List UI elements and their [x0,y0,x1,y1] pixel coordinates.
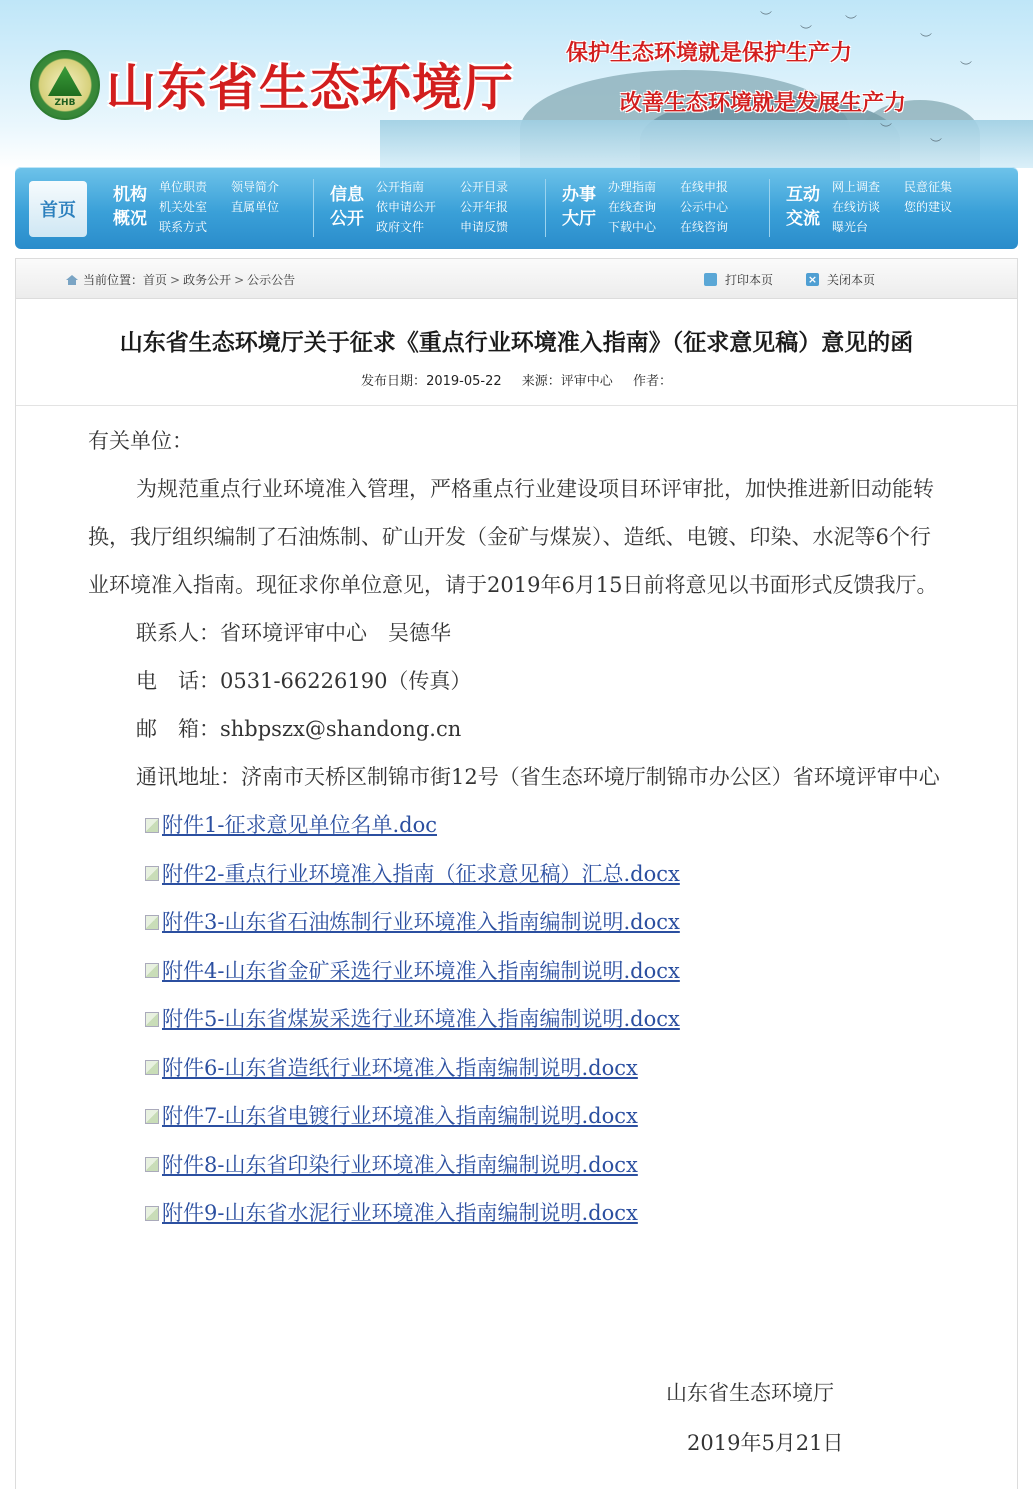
nav-link-online-apply[interactable]: 在线申报 [680,180,729,194]
attachment-label: 附件5-山东省煤炭采选行业环境准入指南编制说明.docx [162,1007,680,1031]
attachment-label: 附件9-山东省水泥行业环境准入指南编制说明.docx [162,1201,638,1225]
attachment-icon [145,1012,159,1027]
attachment-icon [145,818,159,833]
breadcrumb-separator: > [234,272,245,287]
nav-link-leaders[interactable]: 领导简介 [231,180,280,194]
attachment-icon [145,1060,159,1075]
nav-group-heading[interactable] [107,183,153,231]
nav-link-affiliates[interactable]: 直属单位 [231,200,280,214]
breadcrumb-label: 当前位置： [83,273,144,287]
nav-link-departments[interactable]: 机关处室 [159,200,208,214]
nav-link-catalog[interactable]: 公开目录 [460,180,509,194]
seagull-icon: ︶ [930,137,943,151]
breadcrumb-bar [16,259,1017,299]
nav-link-opinion[interactable]: 民意征集 [904,180,953,194]
home-icon [66,275,77,285]
source-label: 来源： [521,374,561,389]
attachment-item [88,995,948,1044]
site-title: 山东省生态环境厅 [106,58,514,117]
attachment-label: 附件2-重点行业环境准入指南（征求意见稿）汇总.docx [162,861,680,886]
nav-link-service-guide[interactable]: 办理指南 [608,180,657,194]
seagull-icon: ︶ [845,14,858,28]
nav-group-heading[interactable] [780,183,826,231]
attachment-link-3[interactable] [145,898,680,946]
attachment-label: 附件3-山东省石油炼制行业环境准入指南编制说明.docx [162,910,680,934]
attachment-icon [145,915,159,930]
salutation: 有关单位： [88,429,193,453]
breadcrumb-notices[interactable]: 公示公告 [247,273,296,287]
nav-link-documents[interactable]: 政府文件 [376,220,425,234]
seagull-icon: ︶ [800,24,813,38]
signature-date-text: 2019年5月21日 [687,1431,844,1455]
attachment-icon [145,1206,159,1221]
nav-group-heading[interactable] [556,183,602,231]
signature-org-text: 山东省生态环境厅 [666,1381,834,1405]
article-panel [15,258,1018,1489]
contact-email: 邮 箱：shbpszx@shandong.cn [136,717,462,741]
breadcrumb-home[interactable]: 首页 [143,273,168,287]
nav-heading-line: 信息 [330,185,364,205]
publish-date [361,374,502,389]
close-label: 关闭本页 [827,273,876,287]
nav-link-public-notice[interactable]: 公示中心 [680,200,729,214]
nav-link-exposure[interactable]: 曝光台 [832,220,869,234]
nav-link-request[interactable]: 依申请公开 [376,200,437,214]
attachment-item [88,947,948,996]
attachment-label: 附件6-山东省造纸行业环境准入指南编制说明.docx [162,1055,638,1080]
nav-link-guide[interactable]: 公开指南 [376,180,425,194]
article-body [88,417,948,1238]
nav-link-online-query[interactable]: 在线查询 [608,200,657,214]
nav-heading-line: 大厅 [562,209,596,229]
nav-home-button[interactable]: 首页 [29,181,87,237]
attachment-link-4[interactable] [145,947,680,995]
print-button[interactable] [704,271,773,288]
nav-divider [545,179,546,237]
body-paragraph: 为规范重点行业环境准入管理，严格重点行业建设项目环评审批，加快推进新旧动能转换，我厅组织编制了石油炼制、矿山开发（金矿与煤炭）、造纸、电镀、印染、水泥等6个行业环境准入指南。现征求你单位意见，请于2019年6月15日前将意见以书面形式反馈我厅。 [88,477,938,597]
nav-heading-line: 机构 [113,185,147,205]
publish-date-value: 2019-05-22 [426,374,502,389]
breadcrumb-gov-affairs[interactable]: 政务公开 [183,273,232,287]
close-page-button[interactable] [806,271,875,288]
author: 作者： [632,374,672,389]
nav-link-duties[interactable]: 单位职责 [159,180,208,194]
nav-heading-line: 公开 [330,209,364,229]
site-banner [0,0,1033,168]
divider [16,405,1017,406]
source [522,374,613,389]
attachment-icon [145,1109,159,1124]
nav-link-suggestion[interactable]: 您的建议 [904,200,953,214]
nav-link-feedback[interactable]: 申请反馈 [460,220,509,234]
seagull-icon: ︶ [920,32,933,46]
nav-link-online-consult[interactable]: 在线咨询 [680,220,729,234]
attachment-item [88,801,948,850]
attachment-link-7[interactable] [145,1092,638,1140]
breadcrumb [66,271,295,288]
source-value: 评审中心 [560,374,613,389]
slogan-2: 改善生态环境就是发展生产力 [620,90,907,116]
printer-icon [704,273,717,286]
contact-phone: 电 话：0531-66226190（传真） [136,669,472,693]
nav-heading-line: 办事 [562,185,596,205]
attachment-link-1[interactable] [145,801,437,849]
nav-link-interview[interactable]: 在线访谈 [832,200,881,214]
nav-heading-line: 交流 [786,209,820,229]
attachment-item [88,1189,948,1238]
attachment-icon [145,866,159,881]
nav-link-contact[interactable]: 联系方式 [159,220,208,234]
article-title: 山东省生态环境厅关于征求《重点行业环境准入指南》（征求意见稿）意见的函 [119,330,914,356]
mountain-icon [48,66,82,96]
site-logo[interactable] [30,50,100,120]
attachment-link-9[interactable] [145,1189,638,1237]
attachment-link-2[interactable] [145,850,680,898]
attachment-item [88,1044,948,1093]
nav-group-heading[interactable] [324,183,370,231]
seagull-icon: ︶ [960,60,973,74]
nav-heading-line: 互动 [786,185,820,205]
attachment-icon [145,963,159,978]
attachment-link-6[interactable] [145,1044,638,1092]
contact-address: 通讯地址：济南市天桥区制锦市街12号（省生态环境厅制锦市办公区）省环境评审中心 [136,765,940,789]
main-nav [15,167,1018,249]
close-icon: × [807,273,818,286]
contact-person: 联系人：省环境评审中心 吴德华 [136,621,451,645]
nav-link-survey[interactable]: 网上调查 [832,180,881,194]
nav-divider [313,179,314,237]
attachment-link-5[interactable] [145,995,680,1043]
attachment-label: 附件1-征求意见单位名单.doc [162,813,437,837]
slogan-1: 保护生态环境就是保护生产力 [566,40,853,66]
attachment-label: 附件7-山东省电镀行业环境准入指南编制说明.docx [162,1104,638,1128]
attachment-item [88,1092,948,1141]
publish-date-label: 发布日期： [361,374,427,389]
attachment-icon [145,1157,159,1172]
article-meta [16,370,1017,389]
seagull-icon: ︶ [760,10,773,24]
nav-heading-line: 概况 [113,209,147,229]
attachment-label: 附件8-山东省印染行业环境准入指南编制说明.docx [162,1152,638,1177]
attachment-link-8[interactable] [145,1141,638,1189]
nav-link-downloads[interactable]: 下载中心 [608,220,657,234]
attachment-item [88,850,948,899]
breadcrumb-separator: > [170,272,181,287]
attachment-item [88,1141,948,1190]
nav-link-annual-report[interactable]: 公开年报 [460,200,509,214]
logo-text: ZHB [54,98,76,108]
seagull-icon: ︶ [880,122,893,136]
nav-divider [769,179,770,237]
print-label: 打印本页 [725,273,774,287]
attachment-item [88,898,948,947]
attachment-label: 附件4-山东省金矿采选行业环境准入指南编制说明.docx [162,958,680,983]
